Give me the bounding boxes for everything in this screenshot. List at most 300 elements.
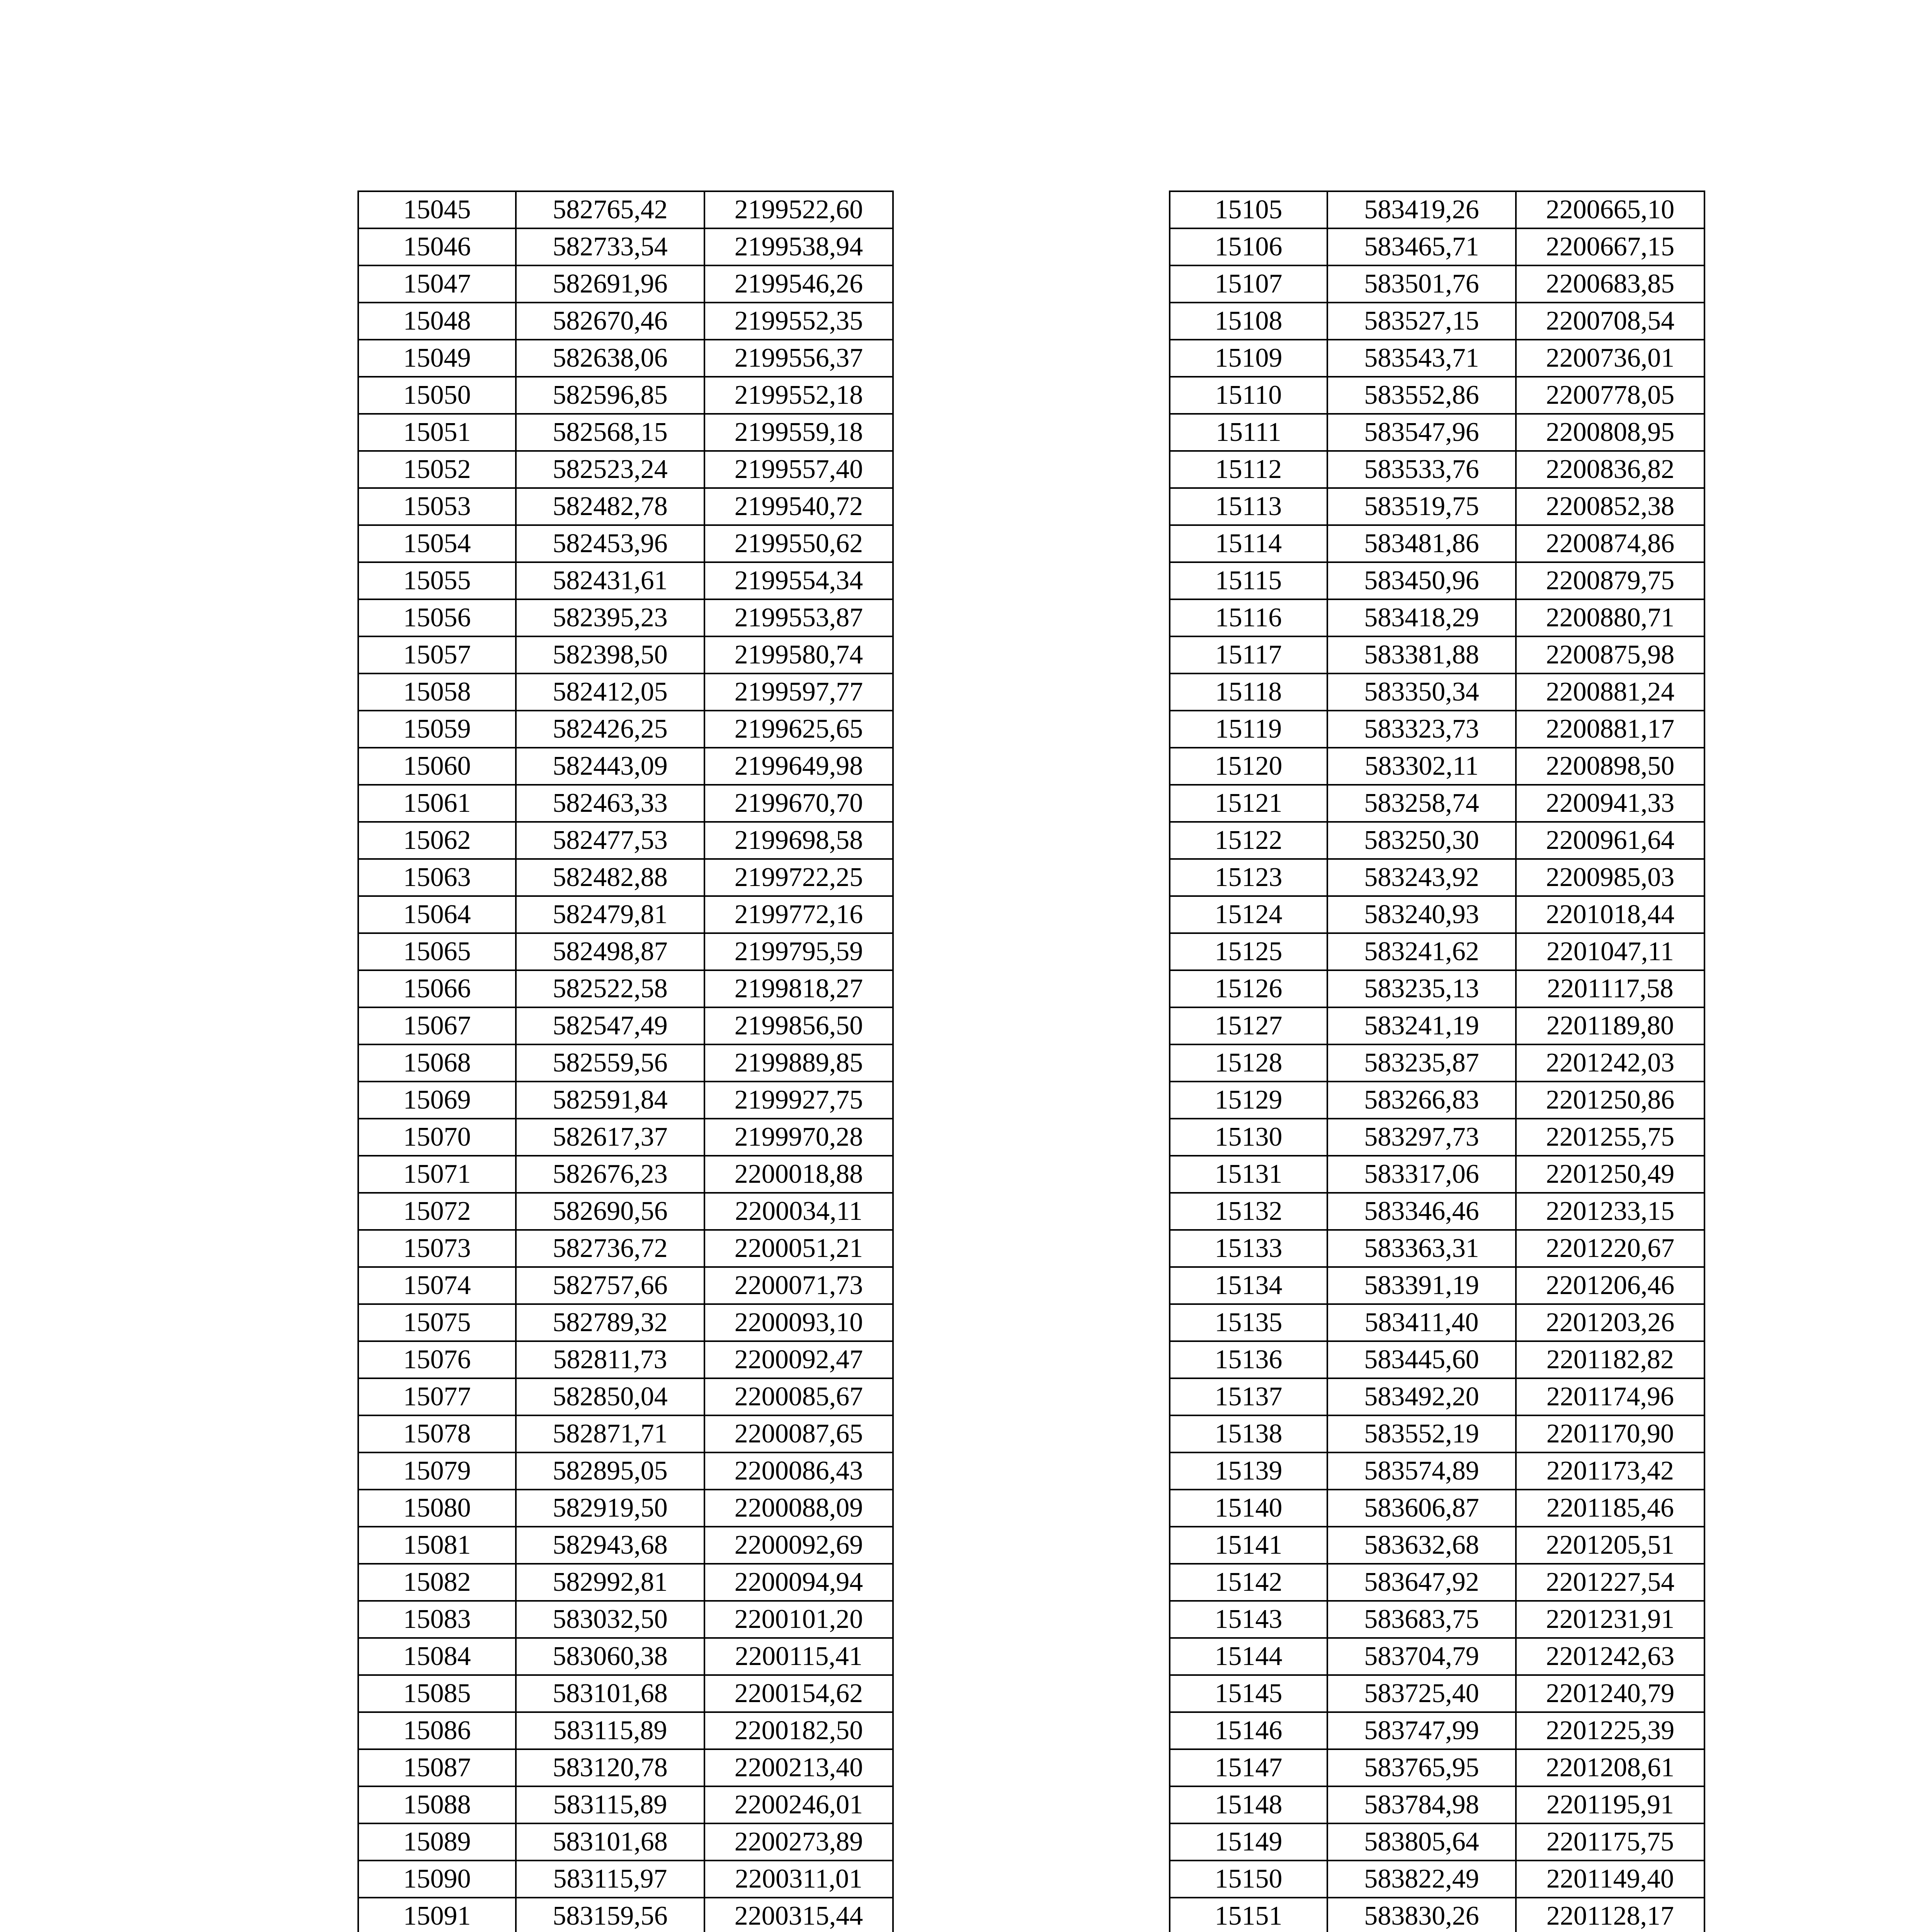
point-number-cell: 15111	[1170, 414, 1327, 451]
y-coordinate-cell: 2200880,71	[1516, 599, 1704, 636]
point-number-cell: 15144	[1170, 1638, 1327, 1675]
y-coordinate-cell: 2199552,35	[704, 303, 893, 340]
x-coordinate-cell: 583101,68	[516, 1675, 704, 1712]
x-coordinate-cell: 583765,95	[1327, 1749, 1516, 1786]
table-row	[1170, 1156, 1704, 1193]
table-row	[1170, 525, 1704, 562]
table-row	[358, 599, 893, 636]
y-coordinate-cell: 2200088,09	[704, 1490, 893, 1527]
x-coordinate-cell: 583060,38	[516, 1638, 704, 1675]
point-number-cell: 15059	[358, 711, 516, 748]
table-row	[1170, 1415, 1704, 1452]
x-coordinate-cell: 582895,05	[516, 1452, 704, 1490]
table-row	[358, 1156, 893, 1193]
table-row	[358, 1119, 893, 1156]
y-coordinate-cell: 2199553,87	[704, 599, 893, 636]
x-coordinate-cell: 583235,13	[1327, 970, 1516, 1007]
table-row	[358, 1786, 893, 1823]
point-number-cell: 15076	[358, 1341, 516, 1378]
table-row	[358, 1898, 893, 1932]
point-number-cell: 15114	[1170, 525, 1327, 562]
point-number-cell: 15063	[358, 859, 516, 896]
table-row	[1170, 748, 1704, 785]
x-coordinate-cell: 583574,89	[1327, 1452, 1516, 1490]
y-coordinate-cell: 2200665,10	[1516, 191, 1704, 228]
table-row	[358, 896, 893, 933]
x-coordinate-cell: 582477,53	[516, 822, 704, 859]
table-row	[358, 1823, 893, 1861]
table-row	[1170, 599, 1704, 636]
table-row	[358, 673, 893, 711]
y-coordinate-cell: 2200898,50	[1516, 748, 1704, 785]
table-row	[1170, 896, 1704, 933]
point-number-cell: 15147	[1170, 1749, 1327, 1786]
point-number-cell: 15132	[1170, 1193, 1327, 1230]
x-coordinate-cell: 583725,40	[1327, 1675, 1516, 1712]
x-coordinate-cell: 582559,56	[516, 1044, 704, 1082]
y-coordinate-cell: 2201018,44	[1516, 896, 1704, 933]
y-coordinate-cell: 2200941,33	[1516, 785, 1704, 822]
x-coordinate-cell: 582736,72	[516, 1230, 704, 1267]
x-coordinate-cell: 582482,88	[516, 859, 704, 896]
x-coordinate-cell: 583101,68	[516, 1823, 704, 1861]
table-row	[1170, 1490, 1704, 1527]
y-coordinate-cell: 2201149,40	[1516, 1861, 1704, 1898]
point-number-cell: 15105	[1170, 191, 1327, 228]
table-row	[1170, 1119, 1704, 1156]
x-coordinate-cell: 583240,93	[1327, 896, 1516, 933]
table-row	[1170, 303, 1704, 340]
y-coordinate-cell: 2199552,18	[704, 377, 893, 414]
point-number-cell: 15078	[358, 1415, 516, 1452]
point-number-cell: 15053	[358, 488, 516, 525]
table-row	[358, 1007, 893, 1044]
y-coordinate-cell: 2201250,49	[1516, 1156, 1704, 1193]
x-coordinate-cell: 583391,19	[1327, 1267, 1516, 1304]
table-row	[358, 1861, 893, 1898]
x-coordinate-cell: 583241,19	[1327, 1007, 1516, 1044]
table-row	[358, 1267, 893, 1304]
point-number-cell: 15120	[1170, 748, 1327, 785]
x-coordinate-cell: 583418,29	[1327, 599, 1516, 636]
x-coordinate-cell: 583704,79	[1327, 1638, 1516, 1675]
y-coordinate-cell: 2199670,70	[704, 785, 893, 822]
x-coordinate-cell: 582765,42	[516, 191, 704, 228]
table-row	[358, 1452, 893, 1490]
point-number-cell: 15151	[1170, 1898, 1327, 1932]
table-row	[1170, 673, 1704, 711]
table-row	[1170, 1823, 1704, 1861]
table-row	[1170, 1749, 1704, 1786]
point-number-cell: 15139	[1170, 1452, 1327, 1490]
y-coordinate-cell: 2201255,75	[1516, 1119, 1704, 1156]
table-row	[1170, 933, 1704, 970]
point-number-cell: 15134	[1170, 1267, 1327, 1304]
x-coordinate-cell: 582431,61	[516, 562, 704, 599]
x-coordinate-cell: 582398,50	[516, 636, 704, 673]
x-coordinate-cell: 582992,81	[516, 1564, 704, 1601]
point-number-cell: 15113	[1170, 488, 1327, 525]
point-number-cell: 15071	[358, 1156, 516, 1193]
point-number-cell: 15088	[358, 1786, 516, 1823]
y-coordinate-cell: 2200683,85	[1516, 265, 1704, 303]
x-coordinate-cell: 583317,06	[1327, 1156, 1516, 1193]
x-coordinate-cell: 583501,76	[1327, 265, 1516, 303]
point-number-cell: 15073	[358, 1230, 516, 1267]
table-row	[358, 1564, 893, 1601]
y-coordinate-cell: 2201195,91	[1516, 1786, 1704, 1823]
x-coordinate-cell: 583323,73	[1327, 711, 1516, 748]
y-coordinate-cell: 2199856,50	[704, 1007, 893, 1044]
point-number-cell: 15126	[1170, 970, 1327, 1007]
table-row	[1170, 488, 1704, 525]
y-coordinate-cell: 2201173,42	[1516, 1452, 1704, 1490]
y-coordinate-cell: 2200852,38	[1516, 488, 1704, 525]
y-coordinate-cell: 2199722,25	[704, 859, 893, 896]
x-coordinate-cell: 583411,40	[1327, 1304, 1516, 1341]
table-row	[1170, 1267, 1704, 1304]
point-number-cell: 15065	[358, 933, 516, 970]
y-coordinate-cell: 2200094,94	[704, 1564, 893, 1601]
table-row	[1170, 1564, 1704, 1601]
point-number-cell: 15087	[358, 1749, 516, 1786]
x-coordinate-cell: 583533,76	[1327, 451, 1516, 488]
x-coordinate-cell: 583805,64	[1327, 1823, 1516, 1861]
x-coordinate-cell: 582547,49	[516, 1007, 704, 1044]
x-coordinate-cell: 583032,50	[516, 1601, 704, 1638]
table-row	[358, 933, 893, 970]
x-coordinate-cell: 582498,87	[516, 933, 704, 970]
y-coordinate-cell: 2201242,03	[1516, 1044, 1704, 1082]
point-number-cell: 15091	[358, 1898, 516, 1932]
x-coordinate-cell: 583606,87	[1327, 1490, 1516, 1527]
x-coordinate-cell: 583250,30	[1327, 822, 1516, 859]
table-row	[358, 1378, 893, 1415]
point-number-cell: 15142	[1170, 1564, 1327, 1601]
point-number-cell: 15127	[1170, 1007, 1327, 1044]
y-coordinate-cell: 2199522,60	[704, 191, 893, 228]
y-coordinate-cell: 2200093,10	[704, 1304, 893, 1341]
table-row	[358, 377, 893, 414]
table-row	[1170, 228, 1704, 265]
y-coordinate-cell: 2200875,98	[1516, 636, 1704, 673]
point-number-cell: 15122	[1170, 822, 1327, 859]
point-number-cell: 15117	[1170, 636, 1327, 673]
table-row	[358, 1601, 893, 1638]
x-coordinate-cell: 583445,60	[1327, 1341, 1516, 1378]
y-coordinate-cell: 2199889,85	[704, 1044, 893, 1082]
x-coordinate-cell: 583243,92	[1327, 859, 1516, 896]
x-coordinate-cell: 582850,04	[516, 1378, 704, 1415]
y-coordinate-cell: 2200051,21	[704, 1230, 893, 1267]
table-row	[358, 1415, 893, 1452]
point-number-cell: 15060	[358, 748, 516, 785]
y-coordinate-cell: 2199970,28	[704, 1119, 893, 1156]
y-coordinate-cell: 2200213,40	[704, 1749, 893, 1786]
y-coordinate-cell: 2200071,73	[704, 1267, 893, 1304]
point-number-cell: 15055	[358, 562, 516, 599]
y-coordinate-cell: 2199538,94	[704, 228, 893, 265]
y-coordinate-cell: 2200018,88	[704, 1156, 893, 1193]
y-coordinate-cell: 2199597,77	[704, 673, 893, 711]
table-row	[358, 1304, 893, 1341]
y-coordinate-cell: 2201227,54	[1516, 1564, 1704, 1601]
x-coordinate-cell: 583647,92	[1327, 1564, 1516, 1601]
y-coordinate-cell: 2199772,16	[704, 896, 893, 933]
point-number-cell: 15148	[1170, 1786, 1327, 1823]
y-coordinate-cell: 2200836,82	[1516, 451, 1704, 488]
y-coordinate-cell: 2201047,11	[1516, 933, 1704, 970]
y-coordinate-cell: 2200085,67	[704, 1378, 893, 1415]
x-coordinate-cell: 582943,68	[516, 1527, 704, 1564]
point-number-cell: 15109	[1170, 340, 1327, 377]
table-row	[358, 525, 893, 562]
table-row	[1170, 451, 1704, 488]
point-number-cell: 15057	[358, 636, 516, 673]
x-coordinate-cell: 583235,87	[1327, 1044, 1516, 1082]
table-row	[1170, 822, 1704, 859]
y-coordinate-cell: 2199818,27	[704, 970, 893, 1007]
y-coordinate-cell: 2200736,01	[1516, 340, 1704, 377]
point-number-cell: 15056	[358, 599, 516, 636]
point-number-cell: 15072	[358, 1193, 516, 1230]
table-row	[1170, 1861, 1704, 1898]
point-number-cell: 15068	[358, 1044, 516, 1082]
point-number-cell: 15149	[1170, 1823, 1327, 1861]
y-coordinate-cell: 2201250,86	[1516, 1082, 1704, 1119]
y-coordinate-cell: 2200246,01	[704, 1786, 893, 1823]
x-coordinate-cell: 583159,56	[516, 1898, 704, 1932]
coordinates-table-left	[357, 190, 894, 1932]
table-row	[358, 1044, 893, 1082]
point-number-cell: 15051	[358, 414, 516, 451]
table-row	[1170, 340, 1704, 377]
y-coordinate-cell: 2201117,58	[1516, 970, 1704, 1007]
x-coordinate-cell: 583297,73	[1327, 1119, 1516, 1156]
table-row	[358, 970, 893, 1007]
point-number-cell: 15080	[358, 1490, 516, 1527]
x-coordinate-cell: 583632,68	[1327, 1527, 1516, 1564]
x-coordinate-cell: 583381,88	[1327, 636, 1516, 673]
y-coordinate-cell: 2199698,58	[704, 822, 893, 859]
point-number-cell: 15106	[1170, 228, 1327, 265]
point-number-cell: 15129	[1170, 1082, 1327, 1119]
x-coordinate-cell: 582482,78	[516, 488, 704, 525]
x-coordinate-cell: 582395,23	[516, 599, 704, 636]
y-coordinate-cell: 2201182,82	[1516, 1341, 1704, 1378]
x-coordinate-cell: 582789,32	[516, 1304, 704, 1341]
point-number-cell: 15070	[358, 1119, 516, 1156]
x-coordinate-cell: 583450,96	[1327, 562, 1516, 599]
table-row	[358, 488, 893, 525]
table-row	[1170, 1898, 1704, 1932]
y-coordinate-cell: 2201205,51	[1516, 1527, 1704, 1564]
point-number-cell: 15064	[358, 896, 516, 933]
point-number-cell: 15084	[358, 1638, 516, 1675]
table-row	[1170, 1341, 1704, 1378]
x-coordinate-cell: 583747,99	[1327, 1712, 1516, 1749]
y-coordinate-cell: 2200874,86	[1516, 525, 1704, 562]
y-coordinate-cell: 2201189,80	[1516, 1007, 1704, 1044]
table-row	[1170, 1230, 1704, 1267]
table-row	[1170, 1786, 1704, 1823]
point-number-cell: 15137	[1170, 1378, 1327, 1415]
table-row	[358, 1675, 893, 1712]
table-row	[1170, 1601, 1704, 1638]
point-number-cell: 15089	[358, 1823, 516, 1861]
point-number-cell: 15054	[358, 525, 516, 562]
y-coordinate-cell: 2199540,72	[704, 488, 893, 525]
y-coordinate-cell: 2200034,11	[704, 1193, 893, 1230]
x-coordinate-cell: 583552,86	[1327, 377, 1516, 414]
y-coordinate-cell: 2200667,15	[1516, 228, 1704, 265]
x-coordinate-cell: 583241,62	[1327, 933, 1516, 970]
point-number-cell: 15136	[1170, 1341, 1327, 1378]
y-coordinate-cell: 2201233,15	[1516, 1193, 1704, 1230]
table-row	[358, 822, 893, 859]
y-coordinate-cell: 2200273,89	[704, 1823, 893, 1861]
x-coordinate-cell: 582757,66	[516, 1267, 704, 1304]
point-number-cell: 15115	[1170, 562, 1327, 599]
table-row	[358, 859, 893, 896]
y-coordinate-cell: 2201231,91	[1516, 1601, 1704, 1638]
y-coordinate-cell: 2201185,46	[1516, 1490, 1704, 1527]
point-number-cell: 15119	[1170, 711, 1327, 748]
y-coordinate-cell: 2200092,69	[704, 1527, 893, 1564]
point-number-cell: 15140	[1170, 1490, 1327, 1527]
x-coordinate-cell: 583346,46	[1327, 1193, 1516, 1230]
y-coordinate-cell: 2199559,18	[704, 414, 893, 451]
point-number-cell: 15121	[1170, 785, 1327, 822]
y-coordinate-cell: 2201175,75	[1516, 1823, 1704, 1861]
point-number-cell: 15061	[358, 785, 516, 822]
y-coordinate-cell: 2199554,34	[704, 562, 893, 599]
y-coordinate-cell: 2201240,79	[1516, 1675, 1704, 1712]
table-row	[358, 1082, 893, 1119]
x-coordinate-cell: 582591,84	[516, 1082, 704, 1119]
table-row	[1170, 265, 1704, 303]
table-row	[1170, 1304, 1704, 1341]
point-number-cell: 15052	[358, 451, 516, 488]
point-number-cell: 15146	[1170, 1712, 1327, 1749]
x-coordinate-cell: 582617,37	[516, 1119, 704, 1156]
table-row	[358, 1490, 893, 1527]
table-row	[1170, 1452, 1704, 1490]
point-number-cell: 15125	[1170, 933, 1327, 970]
point-number-cell: 15079	[358, 1452, 516, 1490]
x-coordinate-cell: 583543,71	[1327, 340, 1516, 377]
y-coordinate-cell: 2200086,43	[704, 1452, 893, 1490]
table-row	[1170, 1193, 1704, 1230]
y-coordinate-cell: 2200881,24	[1516, 673, 1704, 711]
y-coordinate-cell: 2200182,50	[704, 1712, 893, 1749]
y-coordinate-cell: 2199625,65	[704, 711, 893, 748]
x-coordinate-cell: 583683,75	[1327, 1601, 1516, 1638]
point-number-cell: 15124	[1170, 896, 1327, 933]
point-number-cell: 15145	[1170, 1675, 1327, 1712]
x-coordinate-cell: 583115,97	[516, 1861, 704, 1898]
table-row	[1170, 191, 1704, 228]
point-number-cell: 15141	[1170, 1527, 1327, 1564]
x-coordinate-cell: 582443,09	[516, 748, 704, 785]
table-row	[358, 414, 893, 451]
x-coordinate-cell: 582453,96	[516, 525, 704, 562]
point-number-cell: 15138	[1170, 1415, 1327, 1452]
table-row	[358, 228, 893, 265]
y-coordinate-cell: 2200708,54	[1516, 303, 1704, 340]
table-row	[1170, 377, 1704, 414]
point-number-cell: 15108	[1170, 303, 1327, 340]
table-row	[358, 1527, 893, 1564]
point-number-cell: 15131	[1170, 1156, 1327, 1193]
point-number-cell: 15048	[358, 303, 516, 340]
table-row	[1170, 636, 1704, 673]
point-number-cell: 15075	[358, 1304, 516, 1341]
point-number-cell: 15045	[358, 191, 516, 228]
table-row	[1170, 1638, 1704, 1675]
x-coordinate-cell: 582463,33	[516, 785, 704, 822]
x-coordinate-cell: 583492,20	[1327, 1378, 1516, 1415]
table-row	[1170, 1082, 1704, 1119]
table-row	[358, 265, 893, 303]
table-row	[358, 562, 893, 599]
table-row	[1170, 414, 1704, 451]
y-coordinate-cell: 2200315,44	[704, 1898, 893, 1932]
x-coordinate-cell: 583266,83	[1327, 1082, 1516, 1119]
table-row	[358, 1712, 893, 1749]
point-number-cell: 15150	[1170, 1861, 1327, 1898]
x-coordinate-cell: 582871,71	[516, 1415, 704, 1452]
x-coordinate-cell: 583350,34	[1327, 673, 1516, 711]
table-row	[358, 1230, 893, 1267]
table-row	[358, 1341, 893, 1378]
point-number-cell: 15086	[358, 1712, 516, 1749]
table-row	[358, 1749, 893, 1786]
point-number-cell: 15062	[358, 822, 516, 859]
x-coordinate-cell: 583784,98	[1327, 1786, 1516, 1823]
table-row	[358, 785, 893, 822]
x-coordinate-cell: 582596,85	[516, 377, 704, 414]
x-coordinate-cell: 583115,89	[516, 1712, 704, 1749]
y-coordinate-cell: 2201174,96	[1516, 1378, 1704, 1415]
coordinates-table-right	[1169, 190, 1705, 1932]
x-coordinate-cell: 582638,06	[516, 340, 704, 377]
y-coordinate-cell: 2200154,62	[704, 1675, 893, 1712]
table-row	[358, 303, 893, 340]
x-coordinate-cell: 583519,75	[1327, 488, 1516, 525]
table-row	[358, 451, 893, 488]
point-number-cell: 15143	[1170, 1601, 1327, 1638]
x-coordinate-cell: 583481,86	[1327, 525, 1516, 562]
point-number-cell: 15133	[1170, 1230, 1327, 1267]
y-coordinate-cell: 2199550,62	[704, 525, 893, 562]
table-row	[1170, 1675, 1704, 1712]
table-row	[1170, 711, 1704, 748]
y-coordinate-cell: 2199927,75	[704, 1082, 893, 1119]
point-number-cell: 15083	[358, 1601, 516, 1638]
y-coordinate-cell: 2200985,03	[1516, 859, 1704, 896]
x-coordinate-cell: 582426,25	[516, 711, 704, 748]
table-row	[1170, 1044, 1704, 1082]
y-coordinate-cell: 2200087,65	[704, 1415, 893, 1452]
point-number-cell: 15135	[1170, 1304, 1327, 1341]
x-coordinate-cell: 583120,78	[516, 1749, 704, 1786]
y-coordinate-cell: 2201242,63	[1516, 1638, 1704, 1675]
table-row	[1170, 785, 1704, 822]
y-coordinate-cell: 2199795,59	[704, 933, 893, 970]
point-number-cell: 15069	[358, 1082, 516, 1119]
x-coordinate-cell: 583258,74	[1327, 785, 1516, 822]
